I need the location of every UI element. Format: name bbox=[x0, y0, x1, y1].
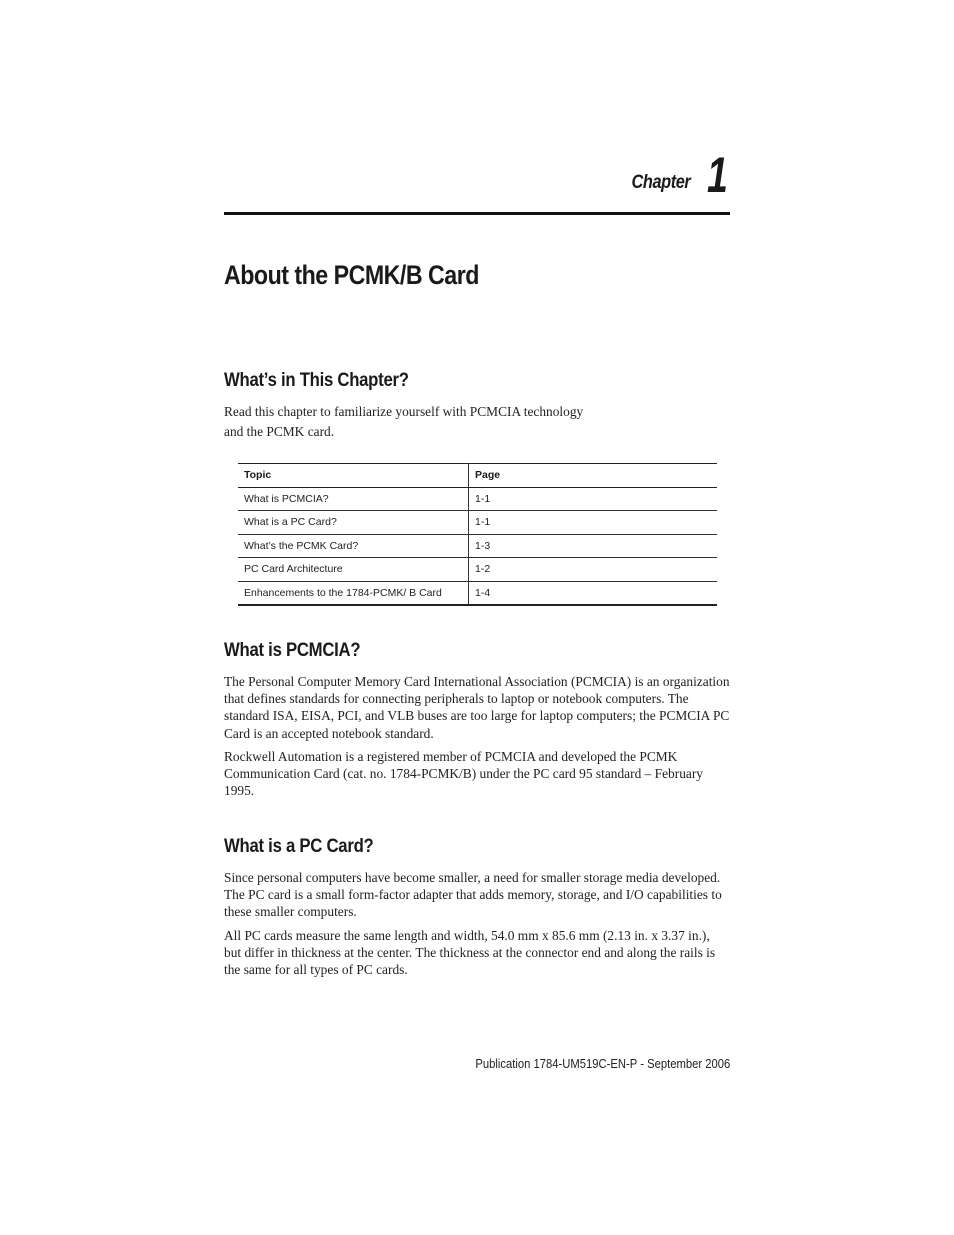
table-cell-topic: What is PCMCIA? bbox=[238, 487, 469, 511]
pcmcia-paragraph-2: Rockwell Automation is a registered member of PCMCIA and developed the PCMK Communication Card (cat. no. 1784-PCMK/B) under the PC card 95 standard – February 1995. bbox=[224, 749, 704, 799]
table-header-page: Page bbox=[475, 469, 501, 482]
table-cell-page: 1-3 bbox=[475, 539, 491, 552]
table-header-topic: Topic bbox=[238, 464, 469, 488]
table-cell-topic: PC Card Architecture bbox=[238, 558, 469, 582]
table-cell-topic: Enhancements to the 1784-PCMK/ B Card bbox=[238, 581, 469, 605]
table-row bbox=[238, 581, 717, 605]
table-cell-page: 1-1 bbox=[475, 492, 491, 505]
chapter-label: Chapter bbox=[631, 172, 691, 193]
topic-table bbox=[238, 463, 717, 606]
table-cell-topic: What’s the PCMK Card? bbox=[238, 534, 469, 558]
table-row bbox=[238, 558, 717, 582]
chapter-heading bbox=[622, 147, 728, 203]
table-row bbox=[238, 511, 717, 535]
section-heading-what-is-pcmcia: What is PCMCIA? bbox=[224, 640, 361, 661]
intro-paragraph-line2: and the PCMK card. bbox=[224, 424, 335, 439]
pc-card-paragraph-2: All PC cards measure the same length and width, 54.0 mm x 85.6 mm (2.13 in. x 3.37 in.), but differ in thickness at the center. The thickness at the connector end and along the rails is the same for all types of PC cards. bbox=[224, 928, 716, 978]
table-row bbox=[238, 534, 717, 558]
chapter-number: 1 bbox=[707, 147, 728, 203]
table-row bbox=[238, 487, 717, 511]
page-title: About the PCMK/B Card bbox=[224, 260, 479, 290]
chapter-rule bbox=[224, 212, 730, 215]
section-heading-what-is-pc-card: What is a PC Card? bbox=[224, 836, 374, 857]
pcmcia-paragraph-1: The Personal Computer Memory Card International Association (PCMCIA) is an organization that defines standards for connecting peripherals to laptop or notebook computers. The standard ISA, EISA, PCI, and VLB buses are too large for laptop computers; the PCMCIA PC Card is an accepted notebook standard. bbox=[224, 674, 730, 741]
table-cell-topic: What is a PC Card? bbox=[238, 511, 469, 535]
publication-footer: Publication 1784-UM519C-EN-P - September 2006 bbox=[475, 1057, 730, 1071]
table-cell-page: 1-2 bbox=[475, 563, 491, 576]
table-cell-page: 1-4 bbox=[475, 586, 491, 599]
table-cell-page: 1-1 bbox=[475, 516, 491, 529]
intro-paragraph-line1: Read this chapter to familiarize yourself with PCMCIA technology bbox=[224, 404, 584, 419]
table-header-row bbox=[238, 464, 717, 488]
section-heading-whats-in-chapter: What’s in This Chapter? bbox=[224, 370, 409, 391]
pc-card-paragraph-1: Since personal computers have become smaller, a need for smaller storage media developed. The PC card is a small form-factor adapter that adds memory, storage, and I/O capabilities to these smaller computers. bbox=[224, 870, 722, 920]
